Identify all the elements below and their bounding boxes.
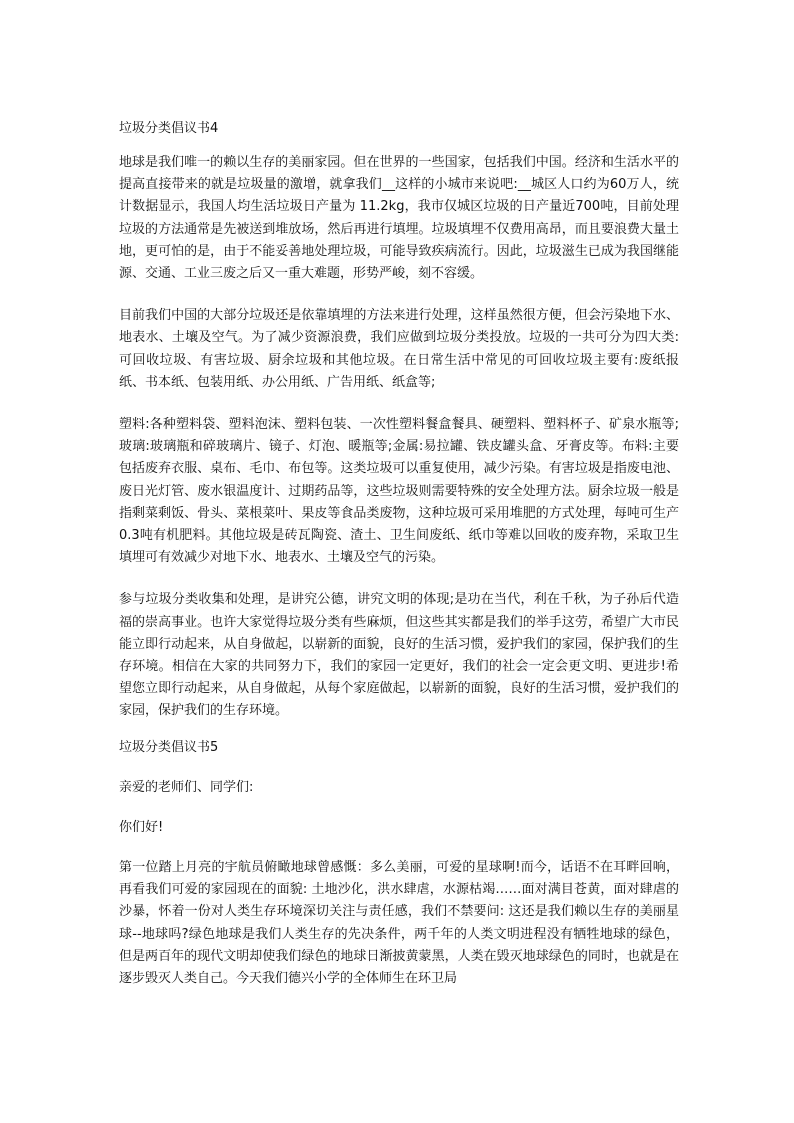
document-page (119, 118, 679, 990)
paragraph-5: 第一位踏上月亮的宇航员俯瞰地球曾感慨：多么美丽，可爱的星球啊!而今，话语不在耳畔回响，再看我们可爱的家园现在的面貌: 土地沙化，洪水肆虐，水源枯竭……面对满目苍黄，面对肆虐的沙暴，怀着一份对人类生存环境深切关注与责任感，我们不禁要问: 这还是我们赖以生存的美丽星球--地球吗?绿色地球是我们人类生存的先决条件，两千年的人类文明进程没有牺牲地球的绿色，但是两百年的现代文明却使我们绿色的地球日渐披黄蒙黑，人类在毁灭地球绿色的同时，也就是在逐步毁灭人类自己。今天我们德兴小学的全体师生在环卫局 (119, 860, 679, 987)
paragraph-4: 参与垃圾分类收集和处理，是讲究公德，讲究文明的体现;是功在当代，利在千秋，为子孙后代造福的崇高事业。也许大家觉得垃圾分类有些麻烦，但这些其实都是我们的举手这劳，希望广大市民能立即行动起来，从自身做起，以崭新的面貌，良好的生活习惯，爱护我们的家园，保护我们的生存环境。相信在大家的共同努力下，我们的家园一定更好，我们的社会一定会更文明、更进步!希望您立即行动起来，从自身做起，从每个家庭做起，以崭新的面貌，良好的生活习惯，爱护我们的家园，保护我们的生存环境。 (119, 592, 679, 719)
salutation: 亲爱的老师们、同学们: (119, 779, 254, 795)
paragraph-1: 地球是我们唯一的赖以生存的美丽家园。但在世界的一些国家，包括我们中国。经济和生活水平的提高直接带来的就是垃圾量的激增，就拿我们__这样的小城市来说吧:__城区人口约为60万人，统计数据显示，我国人均生活垃圾日产量为 11.2kg，我市仅城区垃圾的日产量近700吨，目前处理垃圾的方法通常是先被送到堆放场，然后再进行填埋。垃圾填埋不仅费用高昂，而且要浪费大量土地，更可怕的是，由于不能妥善地处理垃圾，可能导致疾病流行。因此，垃圾滋生已成为我国继能源、交通、工业三废之后又一重大难题，形势严峻，刻不容缓。 (119, 155, 679, 282)
paragraph-2: 目前我们中国的大部分垃圾还是依靠填埋的方法来进行处理，这样虽然很方便，但会污染地下水、地表水、土壤及空气。为了减少资源浪费，我们应做到垃圾分类投放。垃圾的一共可分为四大类:可回收垃圾、有害垃圾、厨余垃圾和其他垃圾。在日常生活中常见的可回收垃圾主要有:废纸报纸、书本纸、包装用纸、办公用纸、广告用纸、纸盒等; (119, 308, 679, 390)
section-heading-5: 垃圾分类倡议书5 (119, 739, 219, 755)
greeting: 你们好! (119, 819, 164, 835)
paragraph-3: 塑料:各种塑料袋、塑料泡沫、塑料包装、一次性塑料餐盒餐具、硬塑料、塑料杯子、矿泉水瓶等;玻璃:玻璃瓶和碎玻璃片、镜子、灯泡、暖瓶等;金属:易拉罐、铁皮罐头盒、牙膏皮等。布料:主要包括废弃衣服、桌布、毛巾、布包等。这类垃圾可以重复使用，减少污染。有害垃圾是指废电池、废日光灯管、废水银温度计、过期药品等，这些垃圾则需要特殊的安全处理方法。厨余垃圾一般是指剩菜剩饭、骨头、菜根菜叶、果皮等食品类废物，这种垃圾可采用堆肥的方式处理，每吨可生产 0.3吨有机肥料。其他垃圾是砖瓦陶瓷、渣土、卫生间废纸、纸巾等难以回收的废弃物，采取卫生填埋可有效减少对地下水、地表水、土壤及空气的污染。 (119, 417, 679, 566)
section-heading-4: 垃圾分类倡议书4 (119, 121, 219, 136)
